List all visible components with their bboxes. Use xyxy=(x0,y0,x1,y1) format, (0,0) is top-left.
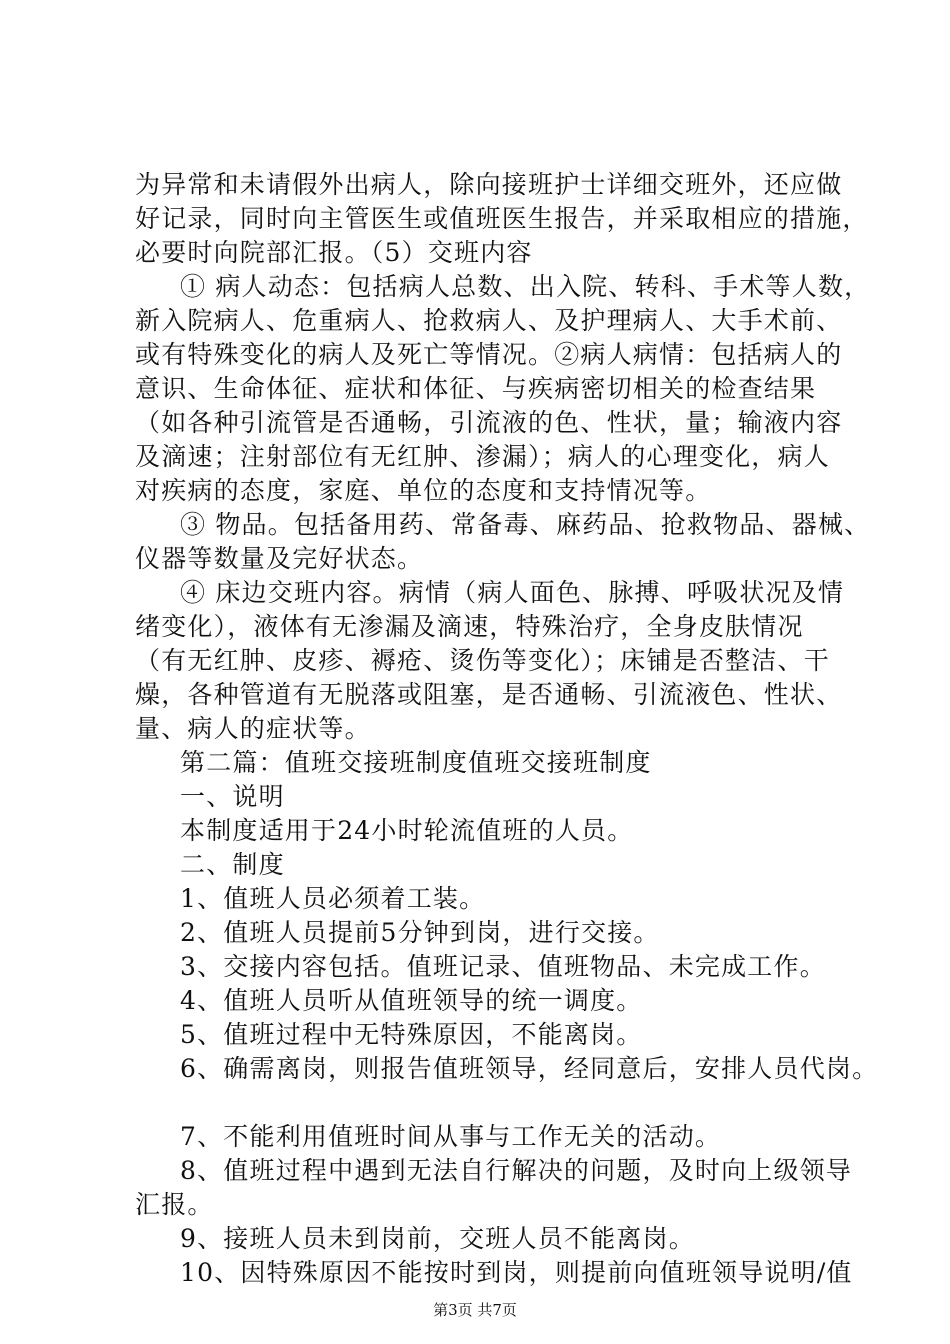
rule-item: 6、确需离岗，则报告值班领导，经同意后，安排人员代岗。 xyxy=(180,1054,879,1083)
rule-item: 10、因特殊原因不能按时到岗，则提前向值班领导说明/值 xyxy=(180,1258,853,1287)
rule-item: 4、值班人员听从值班领导的统一调度。 xyxy=(180,986,643,1015)
rule-item: 7、不能利用值班时间从事与工作无关的活动。 xyxy=(180,1122,722,1151)
text-line: （如各种引流管是否通畅，引流液的色、性状，量；输液内容 xyxy=(135,408,843,437)
text-line: 燥，各种管道有无脱落或阻塞，是否通畅、引流液色、性状、 xyxy=(135,680,843,709)
text-line: 汇报。 xyxy=(135,1190,214,1219)
subsection-heading: 一、说明 xyxy=(180,782,285,811)
subsection-heading: 二、制度 xyxy=(180,850,285,879)
paragraph-start: ① 病人动态：包括病人总数、出入院、转科、手术等人数， xyxy=(180,272,871,301)
text-line: 绪变化），液体有无渗漏及滴速，特殊治疗，全身皮肤情况 xyxy=(135,612,804,641)
text-line: 仪器等数量及完好状态。 xyxy=(135,544,424,573)
text-line: 好记录，同时向主管医生或值班医生报告，并采取相应的措施， xyxy=(135,204,869,233)
paragraph-start: 本制度适用于24小时轮流值班的人员。 xyxy=(180,816,634,845)
rule-item: 5、值班过程中无特殊原因，不能离岗。 xyxy=(180,1020,643,1049)
text-line: 必要时向院部汇报。（5）交班内容 xyxy=(135,238,533,267)
section-heading: 第二篇：值班交接班制度值班交接班制度 xyxy=(180,748,652,777)
rule-item: 2、值班人员提前5分钟到岗，进行交接。 xyxy=(180,918,660,947)
paragraph-start: ④ 床边交班内容。病情（病人面色、脉搏、呼吸状况及情 xyxy=(180,578,845,607)
paragraph-start: ③ 物品。包括备用药、常备毒、麻药品、抢救物品、器械、 xyxy=(180,510,871,539)
text-line: （有无红肿、皮疹、褥疮、烫伤等变化）；床铺是否整洁、干 xyxy=(135,646,830,675)
text-line: 新入院病人、危重病人、抢救病人、及护理病人、大手术前、 xyxy=(135,306,843,335)
rule-item: 1、值班人员必须着工装。 xyxy=(180,884,486,913)
text-line: 或有特殊变化的病人及死亡等情况。②病人病情：包括病人的 xyxy=(135,340,843,369)
page-number: 第3页 共7页 xyxy=(433,1301,517,1319)
rule-item: 8、值班过程中遇到无法自行解决的问题，及时向上级领导 xyxy=(180,1156,853,1185)
text-line: 及滴速；注射部位有无红肿、渗漏）；病人的心理变化，病人 xyxy=(135,442,830,471)
text-line: 对疾病的态度，家庭、单位的态度和支持情况等。 xyxy=(135,476,712,505)
rule-item: 3、交接内容包括。值班记录、值班物品、未完成工作。 xyxy=(180,952,826,981)
text-line: 意识、生命体征、症状和体征、与疾病密切相关的检查结果 xyxy=(135,374,817,403)
text-line: 量、病人的症状等。 xyxy=(135,714,371,743)
text-line: 为异常和未请假外出病人，除向接班护士详细交班外，还应做 xyxy=(135,170,843,199)
rule-item: 9、接班人员未到岗前，交班人员不能离岗。 xyxy=(180,1224,695,1253)
